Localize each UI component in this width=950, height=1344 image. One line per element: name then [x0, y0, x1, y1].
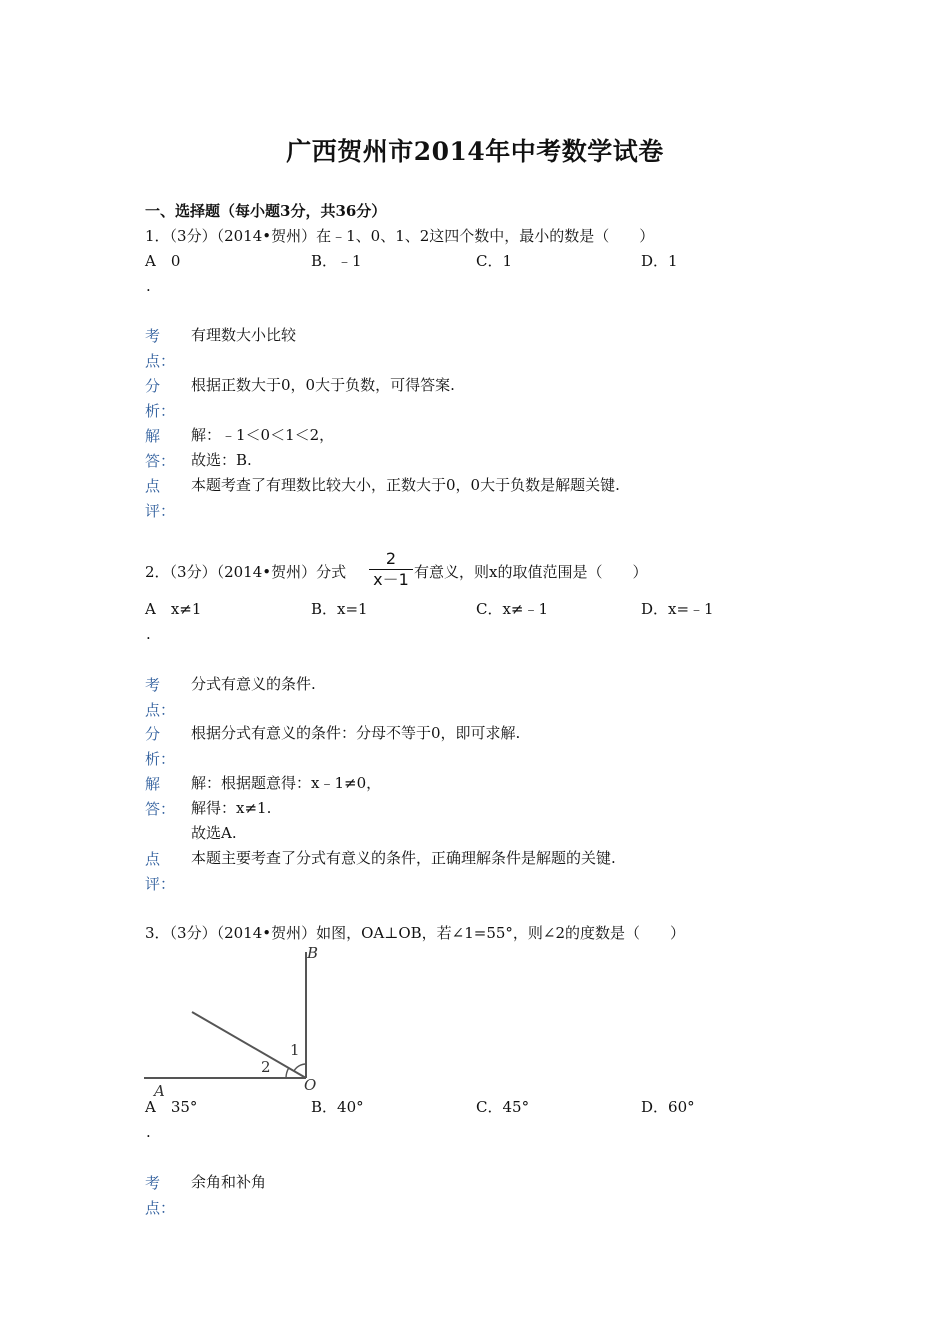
q3-option-b: B．40° [311, 1098, 364, 1116]
angle-1-arc [294, 1064, 306, 1071]
q1-jieda-label-1: 解 [145, 427, 161, 445]
q2-jieda-label-1: 解 [145, 775, 161, 793]
ray-oc [192, 1012, 306, 1078]
label-b: B [307, 944, 319, 962]
q3-kaodian-label-2: 点： [145, 1199, 176, 1217]
q2-fraction [368, 549, 414, 590]
angle-2-arc [286, 1068, 289, 1078]
q1-jieda-line-2: 故选：B. [191, 451, 252, 469]
q2-dianping: 本题主要考查了分式有意义的条件，正确理解条件是解题的关键. [191, 849, 616, 867]
label-a: A [154, 1082, 165, 1098]
q2-dianping-label-2: 评： [145, 875, 176, 893]
q3-option-d: D．60° [641, 1098, 695, 1116]
q2-jieda-label-2: 答： [145, 800, 176, 818]
q2-fenxi: 根据分式有意义的条件：分母不等于0，即可求解. [191, 724, 521, 742]
q2-kaodian: 分式有意义的条件. [191, 675, 316, 693]
label-o: O [304, 1076, 317, 1094]
q3-option-c: C．45° [476, 1098, 530, 1116]
q1-fenxi: 根据正数大于0，0大于负数，可得答案. [191, 376, 455, 394]
q2-kaodian-label-1: 考 [145, 676, 161, 694]
question-2-stem-post: 有意义，则x的取值范围是（ ） [414, 563, 648, 581]
q2-option-b: B．x=1 [311, 600, 368, 618]
q1-kaodian-label-1: 考 [145, 327, 161, 345]
q2-jieda-line-1: 解：根据题意得：x﹣1≠0， [191, 774, 382, 792]
q1-dianping-label-2: 评： [145, 502, 176, 520]
q1-kaodian-label-2: 点： [145, 352, 176, 370]
page-title: 广西贺州市2014年中考数学试卷 [286, 137, 664, 166]
q2-kaodian-label-2: 点： [145, 701, 176, 719]
q3-option-a-dot: . [146, 1123, 151, 1141]
question-2-stem-pre: 2．（3分）（2014•贺州）分式 [145, 563, 347, 581]
q2-option-a: A x≠1 [145, 600, 202, 618]
label-angle-2: 2 [261, 1058, 271, 1076]
q2-fenxi-label-2: 析： [145, 750, 176, 768]
q1-dianping-label-1: 点 [145, 477, 161, 495]
q1-option-c: C．1 [476, 252, 513, 270]
q3-kaodian-label-1: 考 [145, 1174, 161, 1192]
q3-kaodian: 余角和补角 [191, 1173, 267, 1191]
q1-option-a-dot: . [146, 277, 151, 295]
q1-option-a: A 0 [145, 252, 181, 270]
q2-jieda-line-3: 故选A. [191, 824, 237, 842]
q2-option-d: D．x=﹣1 [641, 600, 714, 618]
q2-jieda-line-2: 解得：x≠1. [191, 799, 272, 817]
question-3-stem: 3．（3分）（2014•贺州）如图，OA⊥OB，若∠1=55°，则∠2的度数是（ ） [145, 924, 686, 942]
question-1-stem: 1．（3分）（2014•贺州）在﹣1、0、1、2这四个数中，最小的数是（ ） [145, 227, 655, 245]
q3-angle-figure [140, 944, 330, 1098]
q1-kaodian: 有理数大小比较 [191, 326, 297, 344]
q1-jieda-line-1: 解：﹣1＜0＜1＜2， [191, 426, 335, 444]
q3-option-a: A 35° [145, 1098, 198, 1116]
q1-fenxi-label-1: 分 [145, 377, 161, 395]
q1-dianping: 本题考查了有理数比较大小，正数大于0，0大于负数是解题关键. [191, 476, 620, 494]
q2-option-c: C．x≠﹣1 [476, 600, 549, 618]
section-heading: 一、选择题（每小题3分，共36分） [145, 202, 387, 220]
q2-fenxi-label-1: 分 [145, 725, 161, 743]
q2-option-a-dot: . [146, 625, 151, 643]
q1-fenxi-label-2: 析： [145, 402, 176, 420]
q2-dianping-label-1: 点 [145, 850, 161, 868]
q1-option-d: D．1 [641, 252, 678, 270]
q1-option-b: B．﹣1 [311, 252, 362, 270]
q2-fraction-denominator: x－1 [373, 570, 409, 589]
label-angle-1: 1 [290, 1041, 300, 1059]
q2-fraction-numerator: 2 [385, 549, 397, 568]
q1-jieda-label-2: 答： [145, 452, 176, 470]
